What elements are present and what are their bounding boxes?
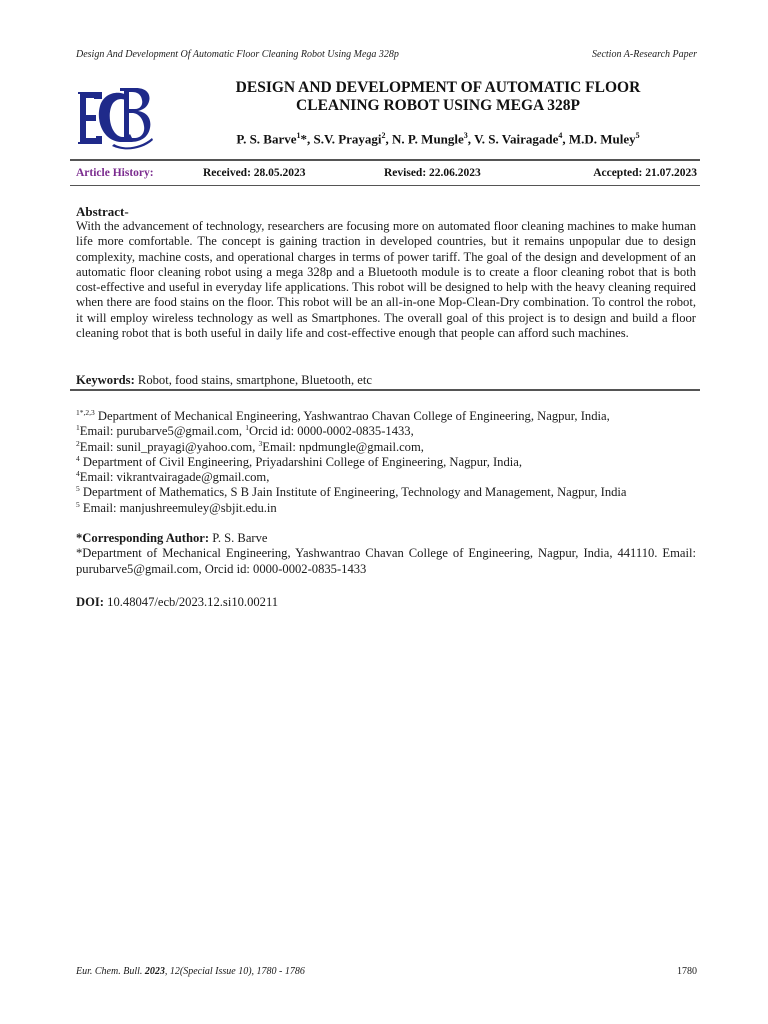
affiliation-line <box>76 409 696 424</box>
doi-link[interactable]: 10.48047/ecb/2023.12.si10.00211 <box>104 595 279 609</box>
paper-title-line-1: DESIGN AND DEVELOPMENT OF AUTOMATIC FLOOR <box>235 79 641 96</box>
abstract-body <box>76 219 696 341</box>
paper-title <box>180 79 696 115</box>
author-affiliation-mark: 3 <box>463 131 468 140</box>
author-affiliation-mark: 5 <box>635 131 640 140</box>
abstract-line: is to create a floor cleaning robot that is both cost-effective and useful in everyday life applications. This robot <box>76 264 696 295</box>
affiliation-mark: 2 <box>76 438 80 448</box>
author-list <box>180 131 696 147</box>
affiliation-mark: 3 <box>258 438 263 448</box>
paper-title-line-2: CLEANING ROBOT USING MEGA 328P <box>296 97 580 114</box>
running-head-title: Design And Development Of Automatic Floor Cleaning Robot Using Mega 328p <box>76 49 399 60</box>
running-head <box>76 49 697 63</box>
abstract-line: will be an all-in-one Mop-Clean-Dry combination. To control the robot, it will employ wireless technology as <box>76 295 697 325</box>
affiliation-line <box>76 485 696 500</box>
journal-name: Eur. Chem. Bull. <box>76 966 145 977</box>
affiliation-text: Department of Civil Engineering, Priyadarshini College of Engineering, Nagpur, India, <box>79 454 523 469</box>
abstract-line: unpopular due to design complexity, machine costs, and operational charges in terms of power tariff. The goal <box>76 234 696 264</box>
affiliation-text: Email: npdmungle@gmail.com, <box>262 439 424 454</box>
author-affiliation-mark: 4 <box>558 131 563 140</box>
affiliation-line <box>76 470 696 485</box>
affiliation-mark: 4 <box>76 453 80 463</box>
affiliation-text: Email: manjushreemuley@sbjit.edu.in <box>79 500 277 515</box>
author-affiliation-mark: 1 <box>296 131 301 140</box>
article-history-label: Article History: <box>76 167 154 179</box>
journal-year: 2023 <box>144 966 165 977</box>
affiliation-mark: 1 <box>245 423 249 433</box>
abstract-line: make human life more comfortable. The concept is gaining traction in developed countries, but it remains <box>76 219 696 249</box>
divider <box>70 159 700 161</box>
author-separator: , <box>385 131 393 147</box>
page-number: 1780 <box>677 966 697 977</box>
ecb-logo-graphic <box>74 86 156 150</box>
corresponding-author-name: P. S. Barve <box>209 531 268 545</box>
author-separator: *, <box>300 131 314 147</box>
accepted-date: Accepted: 21.07.2023 <box>593 167 697 179</box>
abstract-heading: Abstract- <box>76 204 129 219</box>
running-head-section: Section A-Research Paper <box>592 49 697 60</box>
corresponding-author-address: *Department of Mechanical Engineering, Yashwantrao Chavan College of Engineering, Nagpur, India, 441110. Email: purubarve5@gmail.com, Orcid id: 0000-0002-0835-1433 <box>76 546 696 576</box>
received-date: Received: 28.05.2023 <box>203 167 306 179</box>
affiliation-mark: 4 <box>76 469 80 478</box>
page-footer <box>76 966 697 980</box>
abstract-line: will be designed to help with the heavy cleaning required when there are food stains on the floor. This robot <box>76 280 696 310</box>
corresponding-author <box>76 531 696 577</box>
author-name: M.D. Muley <box>568 131 636 147</box>
abstract-line: of the design and development of an automatic floor cleaning robot using a mega 328p and a Bluetooth module <box>76 249 696 279</box>
affiliation-mark: 5 <box>76 484 80 494</box>
revised-date: Revised: 22.06.2023 <box>384 167 481 179</box>
affiliation-text: Department of Mechanical Engineering, Yashwantrao Chavan College of Engineering, Nagpur, India, <box>94 409 610 423</box>
doi-label: DOI: <box>76 595 104 609</box>
affiliation-text: Email: purubarve5@gmail.com, <box>79 424 246 439</box>
doi <box>76 595 278 610</box>
author-name: V. S. Vairagade <box>474 131 559 147</box>
author-name: N. P. Mungle <box>392 131 464 147</box>
journal-logo <box>74 86 156 150</box>
abstract-line: well as Smartphones. The overall goal of this project is to design and build a floor cleaning robot that is both <box>76 310 696 341</box>
author-separator: , <box>562 131 569 147</box>
affiliation-line <box>76 440 696 455</box>
author-name: S.V. Prayagi <box>313 131 382 147</box>
divider <box>70 185 700 186</box>
article-history <box>76 167 697 181</box>
corresponding-author-label: *Corresponding Author: <box>76 531 210 545</box>
abstract-line: With the advancement of technology, researchers are focusing more on automated floor cleaning machines to <box>76 219 632 233</box>
affiliation-mark: 5 <box>76 499 80 509</box>
keywords-label: Keywords: <box>76 373 135 387</box>
affiliation-mark: 1*,2,3 <box>76 407 95 417</box>
keywords <box>76 373 696 388</box>
affiliation-text: Department of Mathematics, S B Jain Institute of Engineering, Technology and Management, Nagpur, India <box>79 485 627 500</box>
author-name: P. S. Barve <box>236 131 297 147</box>
affiliation-line <box>76 501 696 516</box>
author-separator: , <box>467 131 475 147</box>
affiliation-line <box>76 455 696 470</box>
journal-volume: , 12(Special Issue 10), 1780 - 1786 <box>164 966 305 977</box>
affiliation-text: Email: vikrantvairagade@gmail.com, <box>79 470 270 485</box>
affiliation-text: Email: sunil_prayagi@yahoo.com, <box>79 439 259 454</box>
abstract-line: useful in daily life and cost-effective enough that people can afford such machines. <box>210 326 629 341</box>
affiliations <box>76 409 696 516</box>
affiliation-line <box>76 424 696 439</box>
affiliation-text: Orcid id: 0000-0002-0835-1433, <box>248 424 414 439</box>
affiliation-mark: 1 <box>76 423 80 433</box>
journal-citation <box>76 966 305 977</box>
divider <box>70 389 700 391</box>
author-affiliation-mark: 2 <box>381 131 386 140</box>
keywords-text: Robot, food stains, smartphone, Bluetooth, etc <box>134 373 372 387</box>
